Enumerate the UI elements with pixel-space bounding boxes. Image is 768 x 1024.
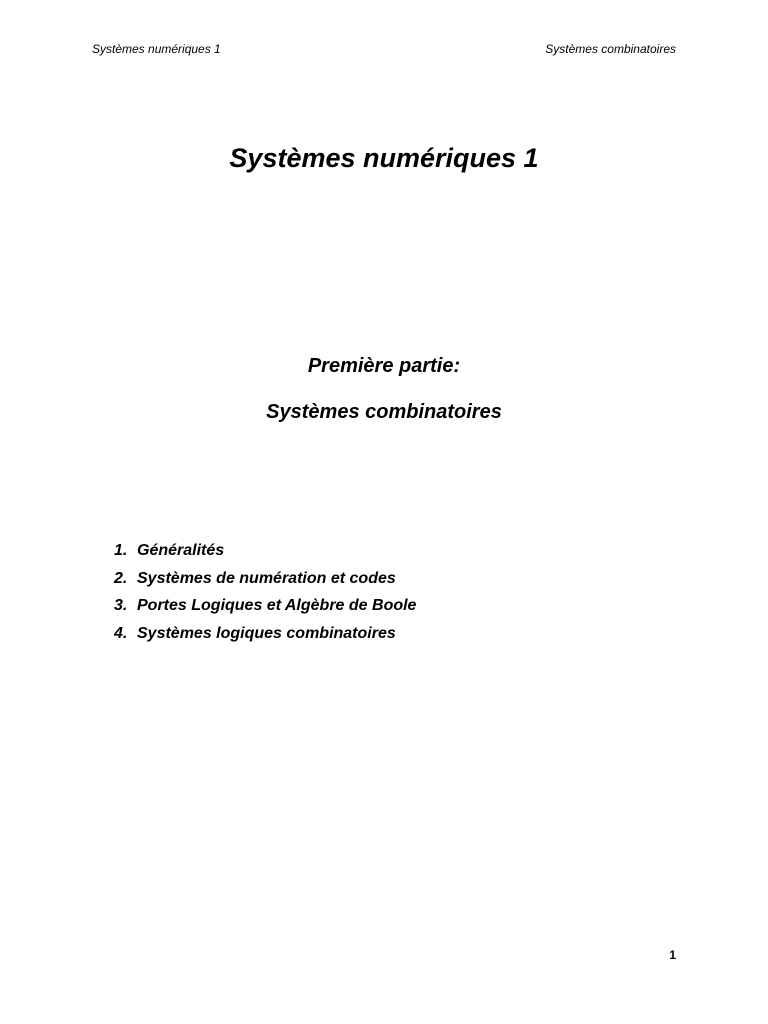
document-title: Systèmes numériques 1 bbox=[229, 143, 539, 173]
page-number: 1 bbox=[669, 948, 676, 962]
toc-item bbox=[114, 537, 416, 565]
table-of-contents bbox=[114, 537, 416, 647]
part-label: Première partie: bbox=[307, 355, 461, 377]
toc-item-number: 4. bbox=[114, 624, 128, 642]
toc-item-text: Généralités bbox=[137, 542, 225, 559]
toc-item-text: Systèmes de numération et codes bbox=[137, 569, 396, 587]
running-header bbox=[92, 42, 676, 60]
toc-item-text: Portes Logiques et Algèbre de Boole bbox=[137, 597, 417, 614]
toc-item bbox=[114, 592, 416, 620]
header-right-text: Systèmes combinatoires bbox=[545, 42, 676, 56]
toc-item bbox=[114, 620, 416, 648]
toc-item-text: Systèmes logiques combinatoires bbox=[137, 624, 396, 642]
toc-item-number: 1. bbox=[114, 542, 128, 559]
header-left-text: Systèmes numériques 1 bbox=[92, 42, 221, 56]
toc-item bbox=[114, 565, 416, 593]
toc-item-number: 2. bbox=[114, 569, 128, 587]
toc-item-number: 3. bbox=[114, 597, 128, 614]
part-title: Systèmes combinatoires bbox=[266, 401, 502, 423]
